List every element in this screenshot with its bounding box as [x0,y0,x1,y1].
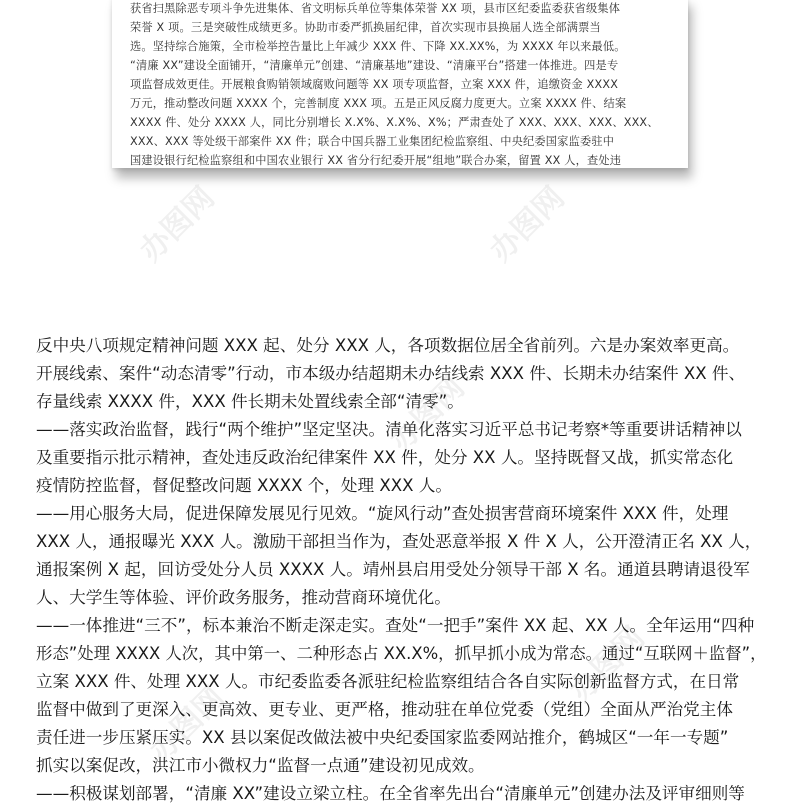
body-line: 立案 XXX 件、处理 XXX 人。市纪委监委各派驻纪检监察组结合各自实际创新监督方式，在日常 [36,672,740,691]
body-line: 责任进一步压紧压实。XX 县以案促改做法被中央纪委国家监委网站推介，鹤城区“一年一专题” [36,728,729,747]
body-line: 形态”处理 XXXX 人次，其中第一、二种形态占 XX.X%，抓早抓小成为常态。通过“互联网＋监督”， [36,644,767,663]
body-line: 开展线索、案件“动态清零”行动，市本级办结超期未办结线索 XXX 件、长期未办结案件 XX 件、 [36,364,746,383]
watermark: 办图网 [133,180,222,269]
preview-line: 选。坚持综合施策，全市检举控告量比上年减少 XXX 件、下降 XX.XX%，为 XXXX 年以来最低。 [130,40,626,53]
preview-line: 国建设银行纪检监察组和中国农业银行 XX 省分行纪委开展“组地”联合办案，留置 XX 人，查处违 [130,154,622,167]
preview-line: “清廉 XX”建设全面铺开，“清廉单元”创建、“清廉基地”建设、“清廉平台”搭建一体推进。四是专 [130,59,619,72]
watermark: 办图网 [483,180,572,269]
preview-line: XXXX 件、处分 XXXX 人，同比分别增长 X.X%、X.X%、X%；严肃查处了 XXX、XXX、XXX、XXX、 [130,116,659,129]
body-line: ——一体推进“三不”，标本兼治不断走深走实。查处“一把手”案件 XX 起、XX 人。全年运用“四种 [36,616,755,635]
body-line: ——用心服务大局，促进保障发展见行见效。“旋风行动”查处损害营商环境案件 XXX 件，处理 [36,504,729,523]
preview-line: 万元，推动整改问题 XXXX 个，完善制度 XXX 项。五是正风反腐力度更大。立案 XXXX 件、结案 [130,97,627,110]
watermark: 办图网 [563,620,652,709]
body-line: 人、大学生等体验、评价政务服务，推动营商环境优化。 [36,588,451,607]
body-line: XXX 人，通报曝光 XXX 人。激励干部担当作为，查处恶意举报 X 件 X 人，公开澄清正名 XX 人， [36,532,762,551]
body-line: 抓实以案促改，洪江市小微权力“监督一点通”建设初见成效。 [36,756,485,775]
body-line: ——落实政治监督，践行“两个维护”坚定坚决。清单化落实习近平总书记考察*等重要讲话精神以 [36,420,742,439]
body-line: 反中央八项规定精神问题 XXX 起、处分 XXX 人，各项数据位居全省前列。六是办案效率更高。 [36,336,740,355]
body-line: 及重要指示批示精神，查处违反政治纪律案件 XX 件，处分 XX 人。坚持既督又战，抓实常态化 [36,448,734,467]
preview-line: 获省扫黑除恶专项斗争先进集体、省文明标兵单位等集体荣誉 XX 项，县市区纪委监委获省级集体 [130,2,621,15]
preview-line: 荣誉 X 项。三是突破性成绩更多。协助市委严抓换届纪律，首次实现市县换届人选全部满票当 [130,21,601,34]
preview-line: XXX、XXX 等处级干部案件 XX 件；联合中国兵器工业集团纪检监察组、中央纪委国家监委驻中 [130,135,615,148]
body-line: 监督中做到了更深入、更高效、更专业、更严格，推动驻在单位党委（党组）全面从严治党主体 [36,700,733,719]
body-line: ——积极谋划部署，“清廉 XX”建设立梁立柱。在全省率先出台“清廉单元”创建办法及评审细则等 [36,784,745,803]
document-preview-card [112,0,688,168]
body-line: 通报案例 X 起，回访受处分人员 XXXX 人。靖州县启用受处分领导干部 X 名。通道县聘请退役军 [36,560,750,579]
body-line: 疫情防控监督，督促整改问题 XXXX 个，处理 XXX 人。 [36,476,452,495]
watermark: 办图网 [143,680,232,769]
preview-line: 项监督成效更佳。开展粮食购销领域腐败问题等 XX 项专项监督，立案 XXX 件，追缴资金 XXXX [130,78,619,91]
watermark: 办图网 [383,370,472,459]
body-line: 存量线索 XXXX 件，XXX 件长期未处置线索全部“清零”。 [36,392,464,411]
